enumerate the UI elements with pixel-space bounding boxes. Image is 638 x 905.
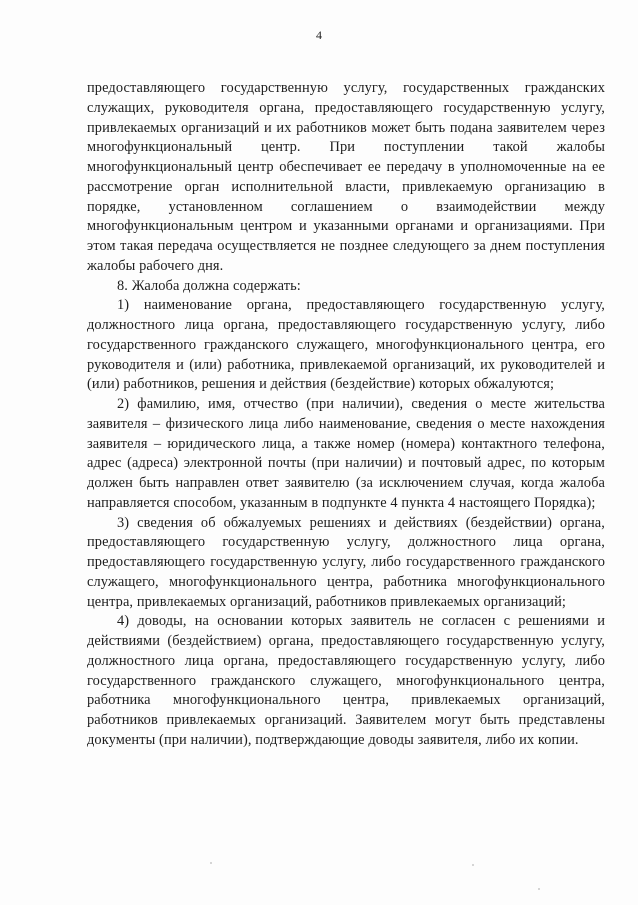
paragraph-item-3: 3) сведения об обжалуемых решениях и действиях (бездействии) органа, предоставляющего государственную услугу, должностного лица органа, предоставляющего государственную услугу, либо государственного гражданского служащего, многофункционального центра, работника многофункционального центра, привлекаемых организаций, работников привлекаемых организаций; — [87, 514, 605, 610]
paragraph-item-4: 4) доводы, на основании которых заявитель не согласен с решениями и действиями (бездействием) органа, предоставляющего государственную услугу, должностного лица органа, предоставляющего государственную услугу, либо государственного гражданского служащего, многофункционального центра, работника многофункционального центра, привлекаемых организаций, работников привлекаемых организаций. Заявителем могут быть представлены документы (при наличии), подтверждающие доводы заявителя, либо их копии. — [87, 613, 605, 748]
page-number: 4 — [316, 28, 322, 42]
paragraph-item-2: 2) фамилию, имя, отчество (при наличии), сведения о месте жительства заявителя – физического лица либо наименование, сведения о месте нахождения заявителя – юридического лица, а также номер (номера) контактного телефона, адрес (адреса) электронной почты (при наличии) и почтовый адрес, по которым должен быть направлен ответ заявителю (за исключением случая, когда жалоба направляется способом, указанным в подпункте 4 пункта 4 настоящего Порядка); — [87, 396, 605, 511]
document-body — [87, 79, 605, 751]
scan-speck — [472, 864, 474, 866]
paragraph-item-1: 1) наименование органа, предоставляющего государственную услугу, должностного лица органа, предоставляющего государственную услугу, либо государственного гражданского служащего, многофункционального центра, его руководителя и (или) работника, привлекаемой организаций, их руководителей и (или) работников, решения и действия (бездействие) которых обжалуются; — [87, 297, 605, 393]
scan-speck — [538, 888, 540, 890]
scan-speck — [210, 862, 212, 864]
paragraph-continuation: предоставляющего государственную услугу, государственных гражданских служащих, руководителя органа, предоставляющего государственную услугу, привлекаемых организаций и их работников может быть подана заявителем через многофункциональный центр. При поступлении такой жалобы многофункциональный центр обеспечивает ее передачу в уполномоченные на ее рассмотрение орган исполнительной власти, привлекаемую организацию в порядке, установленном соглашением о взаимодействии между многофункциональным центром и указанными органами и организациями. При этом такая передача осуществляется не позднее следующего за днем поступления жалобы рабочего дня. — [87, 80, 605, 274]
paragraph-section-8-heading: 8. Жалоба должна содержать: — [117, 277, 301, 294]
